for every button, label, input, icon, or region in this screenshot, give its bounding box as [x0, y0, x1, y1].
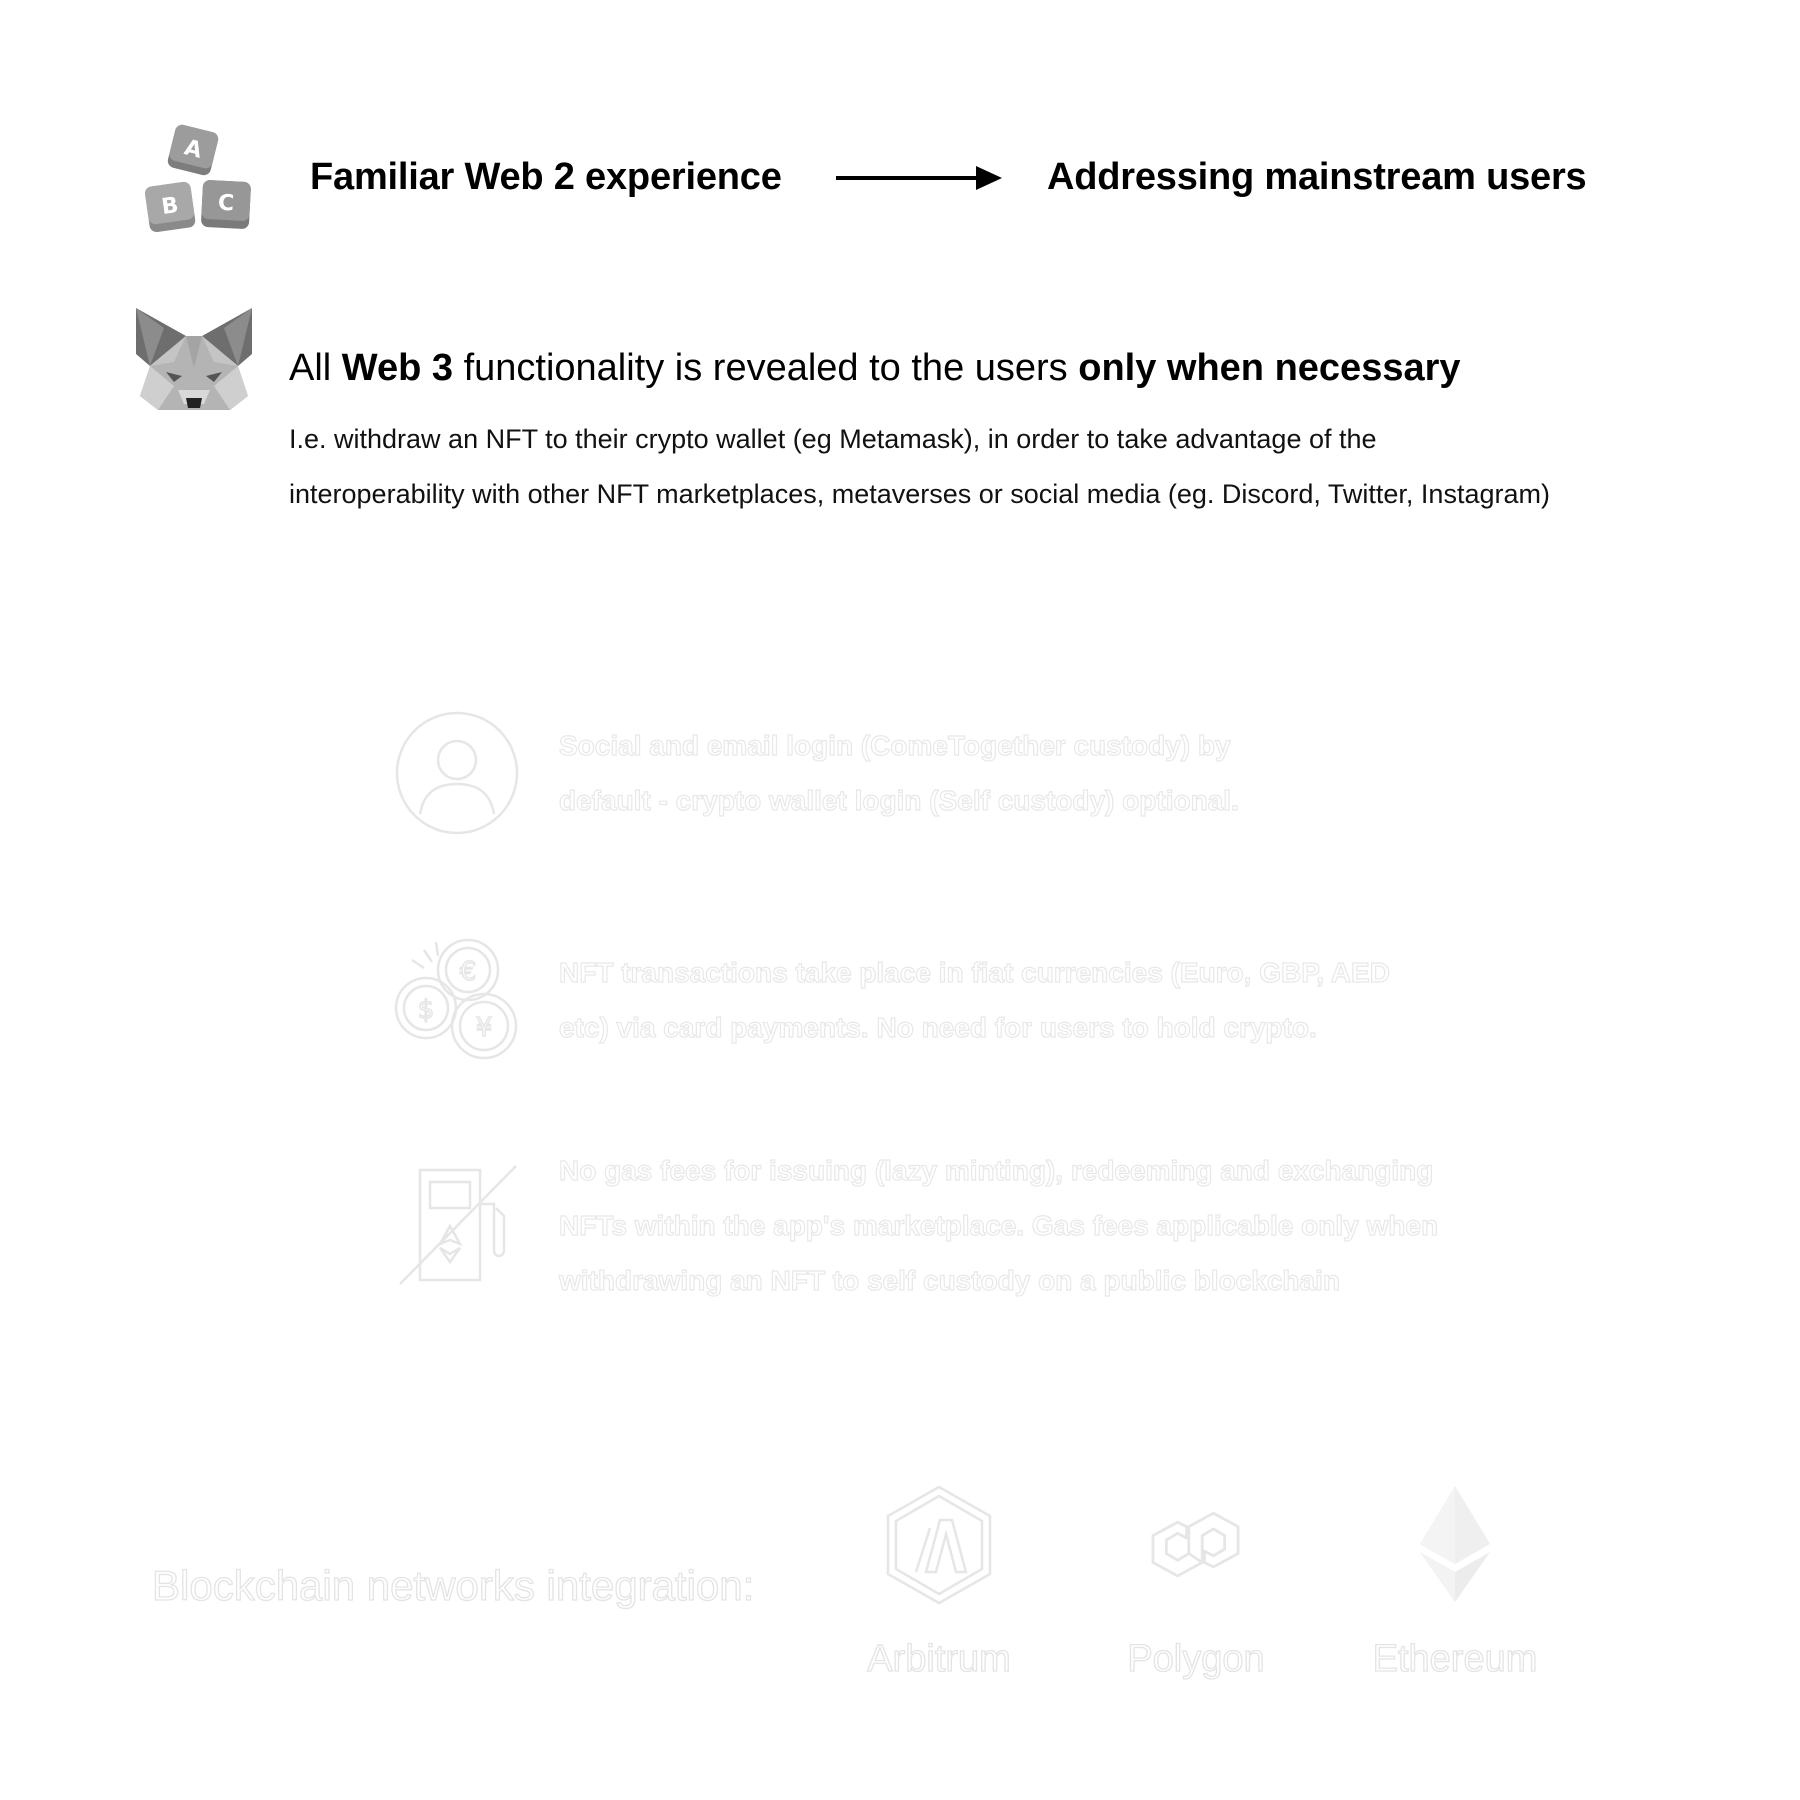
feature-gas-line-1: No gas fees for issuing (lazy minting), redeeming and exchanging: [559, 1155, 1434, 1186]
web2-experience-title: Familiar Web 2 experience: [310, 156, 782, 198]
description-line-2: interoperability with other NFT marketplaces, metaverses or social media (eg. Discord, Twitter, Instagram): [289, 479, 1550, 509]
feature-fiat-line-2: etc) via card payments. No need for users to hold crypto.: [559, 1012, 1317, 1043]
metamask-fox-icon: [134, 306, 254, 416]
web3-description: [289, 412, 1769, 522]
headline-text-mid: functionality is revealed to the users: [453, 347, 1079, 389]
feature-gas-text: [559, 1143, 1659, 1308]
no-gas-pump-icon: [398, 1164, 518, 1286]
mainstream-users-title: Addressing mainstream users: [1047, 156, 1587, 198]
polygon-icon: [1138, 1496, 1256, 1596]
svg-text:B: B: [160, 192, 181, 221]
headline-bold-web3: Web 3: [341, 347, 454, 389]
feature-login-line-1: Social and email login (ComeTogether custody) by: [559, 730, 1231, 761]
feature-fiat-line-1: NFT transactions take place in fiat currencies (Euro, GBP, AED: [559, 957, 1390, 988]
svg-text:C: C: [217, 190, 235, 217]
user-icon: [394, 710, 520, 836]
svg-text:€: €: [459, 957, 477, 987]
arbitrum-icon: [884, 1484, 994, 1606]
polygon-label: Polygon: [1127, 1638, 1265, 1680]
feature-fiat-text: [559, 945, 1659, 1055]
feature-login-text: [559, 718, 1659, 828]
arbitrum-label: Arbitrum: [867, 1638, 1011, 1680]
abc-blocks-icon: [138, 118, 258, 238]
currency-coins-icon: [394, 936, 522, 1062]
svg-text:¥: ¥: [475, 1013, 493, 1043]
headline-text-pre: All: [289, 347, 342, 389]
feature-gas-line-2: NFTs within the app's marketplace. Gas fees applicable only when: [559, 1210, 1439, 1241]
svg-text:$: $: [417, 995, 435, 1025]
svg-text:A: A: [181, 135, 205, 164]
arrow-right-icon: [836, 163, 1004, 193]
feature-login-line-2: default - crypto wallet login (Self custody) optional.: [559, 785, 1239, 816]
blockchain-integration-title: Blockchain networks integration:: [152, 1562, 755, 1609]
ethereum-icon: [1418, 1484, 1492, 1604]
description-line-1: I.e. withdraw an NFT to their crypto wallet (eg Metamask), in order to take advantage of the: [289, 424, 1377, 454]
web3-headline: [289, 349, 1461, 387]
feature-gas-line-3: withdrawing an NFT to self custody on a public blockchain: [559, 1265, 1340, 1296]
headline-bold-necessary: only when necessary: [1078, 347, 1461, 389]
ethereum-label: Ethereum: [1372, 1638, 1538, 1680]
